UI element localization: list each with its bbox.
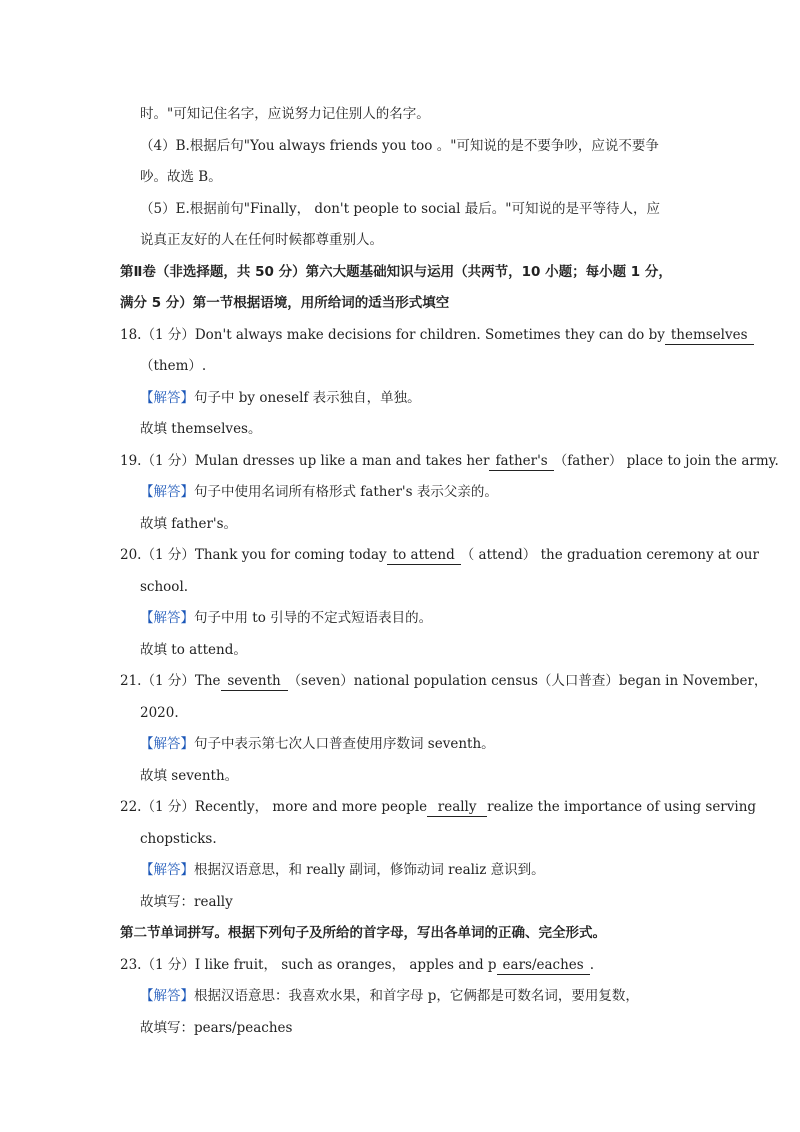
question-23-fill: 故填写：pears/peaches [140, 1020, 293, 1036]
question-18-line-2: （them）. [140, 358, 207, 374]
question-number: 23.（1 分） [120, 957, 195, 973]
question-number: 21.（1 分） [120, 673, 195, 689]
explanation-text: 句子中使用名词所有格形式 father's 表示父亲的。 [194, 484, 498, 500]
item-4-line-a: （4）B.根据后句"You always friends you too 。"可知说的是不要争吵，应说不要争 [140, 138, 659, 154]
question-text-after: （seven）national population census（人口普查）began in November， [287, 673, 768, 689]
question-22-explanation [140, 860, 545, 880]
question-text-after: realize the importance of using serving [487, 799, 757, 815]
question-text: Recently， more and more people [194, 799, 428, 815]
answer-tag: 【解答】 [140, 862, 194, 878]
explanation-text: 根据汉语意思，和 really 副词，修饰动词 realiz 意识到。 [194, 862, 545, 878]
answer-blank: really [427, 799, 487, 817]
question-number: 20.（1 分） [120, 547, 195, 563]
question-18-explanation [140, 388, 421, 408]
question-21-explanation [140, 734, 495, 754]
answer-tag: 【解答】 [140, 484, 194, 500]
question-text-after: . [589, 957, 595, 973]
answer-tag: 【解答】 [140, 390, 194, 406]
answer-tag: 【解答】 [140, 736, 194, 752]
question-21 [120, 671, 767, 691]
question-22-line-2: chopsticks. [140, 831, 217, 847]
question-20-fill: 故填 to attend。 [140, 642, 247, 658]
explanation-text: 句子中表示第七次人口普查使用序数词 seventh。 [194, 736, 495, 752]
answer-tag: 【解答】 [140, 988, 194, 1004]
question-22-fill: 故填写：really [140, 894, 233, 910]
question-20-line-2: school. [140, 579, 189, 595]
explanation-text: 句子中 by oneself 表示独自，单独。 [194, 390, 421, 406]
question-text-after: （ attend） the graduation ceremony at our [460, 547, 759, 563]
question-19-fill: 故填 father's。 [140, 516, 238, 532]
intro-line-1: 时。"可知记住名字，应说努力记住别人的名字。 [140, 106, 430, 122]
item-5-line-a: （5）E.根据前句"Finally， don't people to social 最后。"可知说的是平等待人，应 [140, 201, 660, 217]
question-text: I like fruit， such as oranges， apples and p [194, 957, 497, 973]
section-3-heading: 第二节单词拼写。根据下列句子及所给的首字母，写出各单词的正确、完全形式。 [120, 925, 606, 941]
question-19-explanation [140, 482, 498, 502]
question-18 [120, 325, 754, 345]
question-number: 19.（1 分） [120, 453, 195, 469]
answer-tag: 【解答】 [140, 610, 194, 626]
answer-blank: ears/eaches [497, 957, 590, 975]
question-22 [120, 797, 756, 817]
explanation-text: 句子中用 to 引导的不定式短语表目的。 [194, 610, 433, 626]
question-23 [120, 955, 594, 975]
question-text-after: （father） place to join the army. [553, 453, 779, 469]
question-text: The [194, 673, 221, 689]
question-20 [120, 545, 759, 565]
answer-blank: seventh [221, 673, 288, 691]
answer-blank: to attend [387, 547, 461, 565]
item-4-line-b: 吵。故选 B。 [140, 169, 222, 185]
question-20-explanation [140, 608, 432, 628]
question-18-fill: 故填 themselves。 [140, 421, 262, 437]
question-19 [120, 451, 779, 471]
answer-blank: father's [489, 453, 553, 471]
section-2-heading-a: 第Ⅱ卷（非选择题，共 50 分）第六大题基础知识与运用（共两节，10 小题；每小题 1 分， [120, 264, 672, 280]
section-2-heading-b: 满分 5 分）第一节根据语境，用所给词的适当形式填空 [120, 295, 450, 311]
item-5-line-b: 说真正友好的人在任何时候都尊重别人。 [140, 232, 383, 248]
answer-blank: themselves [665, 327, 754, 345]
question-text: Thank you for coming today [194, 547, 387, 563]
question-21-line-2: 2020. [140, 705, 179, 721]
question-number: 22.（1 分） [120, 799, 195, 815]
explanation-text: 根据汉语意思：我喜欢水果，和首字母 p，它俩都是可数名词，要用复数， [194, 988, 639, 1004]
question-23-explanation [140, 986, 639, 1006]
question-text: Mulan dresses up like a man and takes her [194, 453, 490, 469]
question-21-fill: 故填 seventh。 [140, 768, 239, 784]
question-number: 18.（1 分） [120, 327, 195, 343]
question-text: Don't always make decisions for children. Sometimes they can do by [194, 327, 665, 343]
